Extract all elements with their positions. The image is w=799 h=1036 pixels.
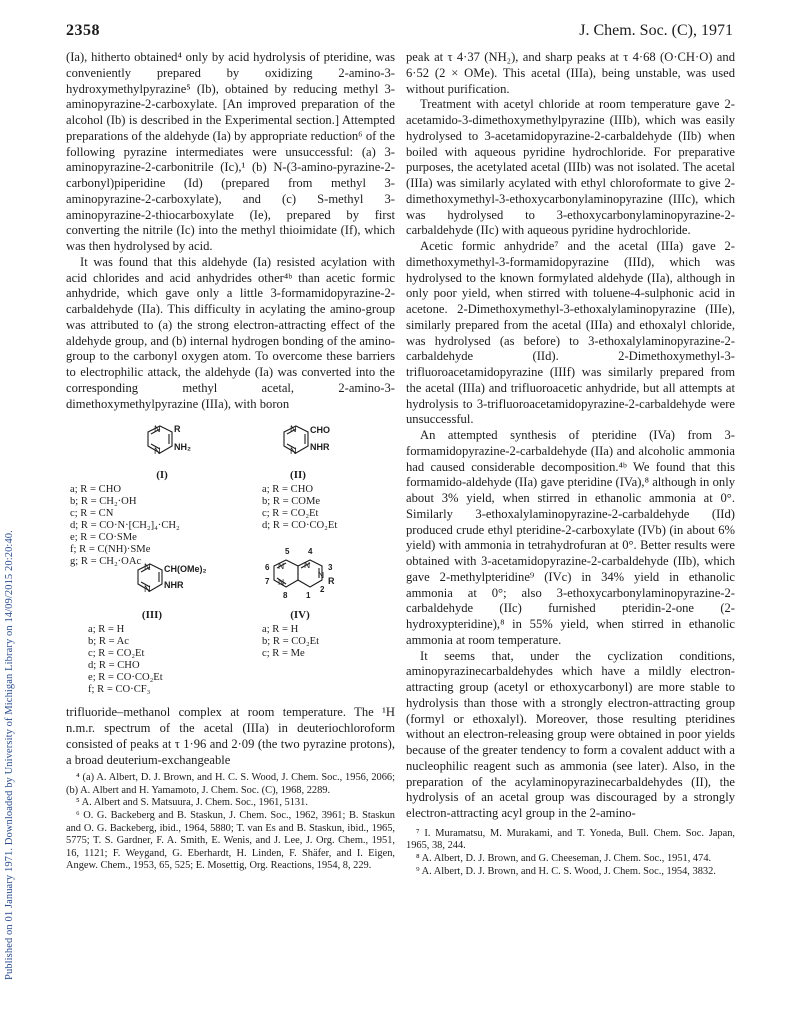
list-item: b; R = CO₂Et — [262, 636, 320, 648]
svg-text:N: N — [154, 446, 161, 457]
journal-reference: J. Chem. Soc. (C), 1971 — [579, 22, 733, 39]
structure-IV-substituents — [262, 624, 319, 660]
structure-II-substituents — [262, 484, 337, 532]
paragraph: Acetic formic anhydride⁷ and the acetal (IIIa) gave 2-dimethoxymethyl-3-formamidopyrazine (IIId), which was hydrolysed to the known formylated aldehyde (IIa), although in only poor yield, when stirred with toluene-4-sulphonic acid in acetone. 2-Dimethoxymethyl-3-ethoxalylaminopyrazine (IIIe), similarly prepared from the acetal (IIIa) and ethoxalyl chloride, was hydrolysed (as before) to 3-ethoxalylaminopyrazine-2-carbaldehyde (IId). 2-Dimethoxymethyl-3-trifluoroacetamidopyrazine (IIIf) was similarly prepared from the acetal (IIIa) and trifluoroacetic anhydride, but all attempts at hydrolysis to 3-trifluoroacetamidopyrazine-2-carbaldehyde were unsuccessful. — [406, 239, 735, 427]
svg-text:8: 8 — [283, 591, 288, 601]
svg-text:N: N — [154, 424, 161, 435]
list-item: c; R = Me — [262, 648, 305, 660]
footnote: ⁷ I. Muramatsu, M. Murakami, and T. Yoneda, Bull. Chem. Soc. Japan, 1965, 38, 244. — [406, 827, 735, 852]
paragraph: (Ia), hitherto obtained⁴ only by acid hydrolysis of pteridine, was conveniently prepared by oxidizing 2-amino-3-hydroxymethylpyrazine⁵ (Ib), obtained by reducing methyl 3-aminopyrazine-2-carboxylate. [An improved preparation of the alcohol (Ib) is described in the Experimental section.] Attempted preparations of the aldehyde (Ia) by appropriate reduction⁶ of the following pyrazine intermediates were unsuccessful: (a) 3-aminopyrazine-2-carbonitrile (Ic),¹ (b) N-(3-amino-pyrazine-2-carbonyl)piperidine (Id) (prepared from methyl 3-aminopyrazine-2-carboxylate), and (c) S-methyl 3-aminopyrazine-2-thiocarboxylate (Ie), prepared by first converting the nitrile (Ic) into the methyl thioimidate (If), which was then hydrolysed by acid. — [66, 50, 395, 253]
footnote: ⁹ A. Albert, D. J. Brown, and H. C. S. Wood, J. Chem. Soc., 1954, 3832. — [416, 865, 716, 877]
structure-IV-caption: (IV) — [290, 609, 310, 622]
structure-I-substituents — [70, 484, 180, 568]
structure-II-substituent: CHO — [310, 425, 330, 436]
svg-text:4: 4 — [308, 547, 313, 557]
right-column — [406, 50, 735, 878]
list-item: e; R = CO·CO₂Et — [88, 672, 163, 684]
svg-text:6: 6 — [265, 563, 270, 573]
list-item: a; R = CHO — [262, 484, 313, 496]
structure-III-substituent: CH(OMe)₂ — [164, 564, 207, 575]
paragraph: It seems that, under the cyclization conditions, aminopyrazinecarbaldehydes which have a mildly electron-attracting group (acetyl or ethoxycarbonyl) are more stable to hydrolysis than those with a strongly electron-attracting group (formyl or ethoxalyl). Moreover, those resulting pteridines without an electron-releasing group were obtained in poor yields because of the greater tendency to form a covalent adduct with a nucleophilic reagent such as ammonia (see later). Also, in the preparation of the acylaminopyrazinecarbaldehydes (II), the hydrolysis of an acetal group was discouraged by a strongly electron-attracting acyl group in the 2-amino- — [406, 648, 735, 820]
list-item: b; R = COMe — [262, 496, 321, 508]
list-item: c; R = CO₂Et — [88, 648, 145, 660]
list-item: d; R = CHO — [88, 660, 140, 672]
paragraph: Treatment with acetyl chloride at room temperature gave 2-acetamido-3-dimethoxymethylpyrazine (IIIb), which was easily hydrolysed to 3-acetamidopyrazine-2-carbaldehyde (IIb) when boiled with aqueous pyridine hydrochloride. For preparative purposes, the acetylated acetal (IIIb) was not isolated. The acetal (IIIa) was similarly acylated with ethyl chloroformate to give 2-dimethoxymethyl-3-ethoxycarbonylaminopyrazine (IIIc), which was hydrolysed to 3-ethoxycarbonylaminopyrazine-2-carbaldehyde (IIc) with aqueous pyridine hydrochloride. — [406, 97, 735, 238]
paragraph: trifluoride–methanol complex at room temperature. The ¹H n.m.r. spectrum of the acetal (IIIa) in deuteriochloroform consisted of peaks at τ 1·96 and 2·09 (the two pyrazine protons), a broad deuterium-exchangeable — [66, 705, 395, 767]
svg-text:N: N — [318, 570, 325, 581]
left-column — [66, 50, 395, 873]
list-item: a; R = H — [262, 624, 299, 636]
structure-II-drawing — [270, 422, 350, 474]
watermark-text: Published on 01 January 1971. Downloaded by University of Michigan Library on 14/09/2015 20:20:40. — [4, 530, 15, 980]
structure-I-group: NH₂ — [174, 442, 191, 453]
footnote: ⁸ A. Albert, D. J. Brown, and G. Cheeseman, J. Chem. Soc., 1951, 474. — [416, 852, 712, 864]
svg-text:1: 1 — [306, 591, 311, 601]
footnote: ⁶ O. G. Backeberg and B. Staskun, J. Chem. Soc., 1962, 3961; B. Staskun and O. G. Backeberg, ibid., 1964, 5880; T. van Es and B. Staskun, ibid., 1965, 5775; T. S. Gardner, F. A. Smith, E. Wenis, and J. Lee, J. Org. Chem., 1951, 16, 1121; F. Weygand, G. Eberhardt, H. Linden, F. Shäfer, and I. Eigen, Angew. Chem., 1953, 65, 525; E. Mosettig, Org. Reactions, 1954, 8, 229. — [66, 810, 395, 872]
paragraph: It was found that this aldehyde (Ia) resisted acylation with acid chlorides and acid anhydrides other⁴ᵇ than acetic formic anhydride, which gave only a little 3-formamidopyrazine-2-carbaldehyde (IIa). This difficulty in acylating the amino-group was attributed to (a) the strong electron-attracting effect of the aldehyde group, and (b) internal hydrogen bonding of the amino-group to the carbonyl oxygen atom. To overcome these barriers to electrophilic attack, the aldehyde (Ia) was converted into the corresponding methyl acetal, 2-amino-3-dimethoxymethylpyrazine (IIIa), with boron — [66, 254, 395, 411]
list-item: a; R = CHO — [70, 484, 121, 496]
page-number: 2358 — [66, 22, 100, 39]
structure-figure — [66, 420, 395, 695]
right-footnotes — [406, 828, 735, 878]
list-item: d; R = CO·N·[CH₂]₄·CH₂ — [70, 520, 180, 532]
structure-IV-substituent: R — [328, 576, 335, 587]
svg-text:N: N — [278, 577, 285, 588]
list-item: f; R = CO·CF₃ — [88, 684, 151, 696]
svg-text:N: N — [144, 562, 151, 573]
structure-III-group: NHR — [164, 580, 184, 591]
svg-text:3: 3 — [328, 563, 333, 573]
list-item: a; R = H — [88, 624, 125, 636]
svg-text:2: 2 — [320, 585, 325, 595]
structure-IV-drawing — [256, 540, 356, 612]
structure-I-substituent: R — [174, 424, 181, 435]
svg-text:N: N — [304, 560, 311, 571]
svg-text:N: N — [290, 424, 297, 435]
paragraph: peak at τ 4·37 (NH₂), and sharp peaks at τ 4·68 (O·CH·O) and 6·52 (2 × OMe). This acetal (IIIa), being unstable, was used without purification. — [406, 50, 735, 96]
structure-I-caption: (I) — [156, 469, 168, 482]
paragraph: An attempted synthesis of pteridine (IVa) from 3-formamidopyrazine-2-carbaldehyde (IIa) and alcoholic ammonia had caused considerable decomposition.⁴ᵇ We found that this formamido-aldehyde (IIa) gave pteridine (IVa),⁸ although in only about 3% yield, when stirred in ethanolic ammonia at 0°. Similarly 3-ethoxalylaminopyrazine-2-carbaldehyde (IId) produced crude ethyl pteridine-2-carboxylate (IVb) (in about 6% yield) with ammonia in tetrahydrofuran at 0°. Better results were obtained with 3-acetamidopyrazine-2-carbaldehyde (IIb), which gave 2-methylpteridine⁹ (IVc) in 34% yield in ethanolic ammonia at 0°; also 3-ethoxycarbonylaminopyrazine-2-carbaldehyde (IIc) furnished pteridin-2-one (2-hydroxypteridine),⁸ in 55% yield, when stirred in ethanolic ammonia at room temperature. — [406, 428, 735, 647]
list-item: f; R = C(NH)·SMe — [70, 544, 151, 556]
structure-III-caption: (III) — [141, 609, 163, 622]
list-item: b; R = CH₂·OH — [70, 496, 137, 508]
left-footnotes — [66, 772, 395, 873]
list-item: c; R = CN — [70, 508, 114, 520]
structure-III-substituents — [88, 624, 163, 696]
download-watermark — [4, 160, 20, 980]
svg-text:5: 5 — [285, 547, 290, 557]
structure-III-drawing — [124, 560, 224, 612]
svg-text:N: N — [144, 584, 151, 595]
structure-II-group: NHR — [310, 442, 330, 453]
footnote: ⁵ A. Albert and S. Matsuura, J. Chem. Soc., 1961, 5131. — [76, 797, 308, 809]
svg-text:N: N — [278, 561, 285, 572]
list-item: b; R = Ac — [88, 636, 129, 648]
svg-text:7: 7 — [265, 577, 270, 587]
footnote: ⁴ (a) A. Albert, D. J. Brown, and H. C. S. Wood, J. Chem. Soc., 1956, 2066; (b) A. Albert and H. Yamamoto, J. Chem. Soc. (C), 1968, 2289. — [66, 772, 395, 796]
structure-II-caption: (II) — [290, 469, 306, 482]
structure-I-drawing — [130, 422, 200, 474]
list-item: g; R = CH₂·OAc — [70, 556, 142, 568]
svg-text:N: N — [290, 446, 297, 457]
list-item: c; R = CO₂Et — [262, 508, 319, 520]
list-item: e; R = CO·SMe — [70, 532, 137, 544]
list-item: d; R = CO·CO₂Et — [262, 520, 338, 532]
